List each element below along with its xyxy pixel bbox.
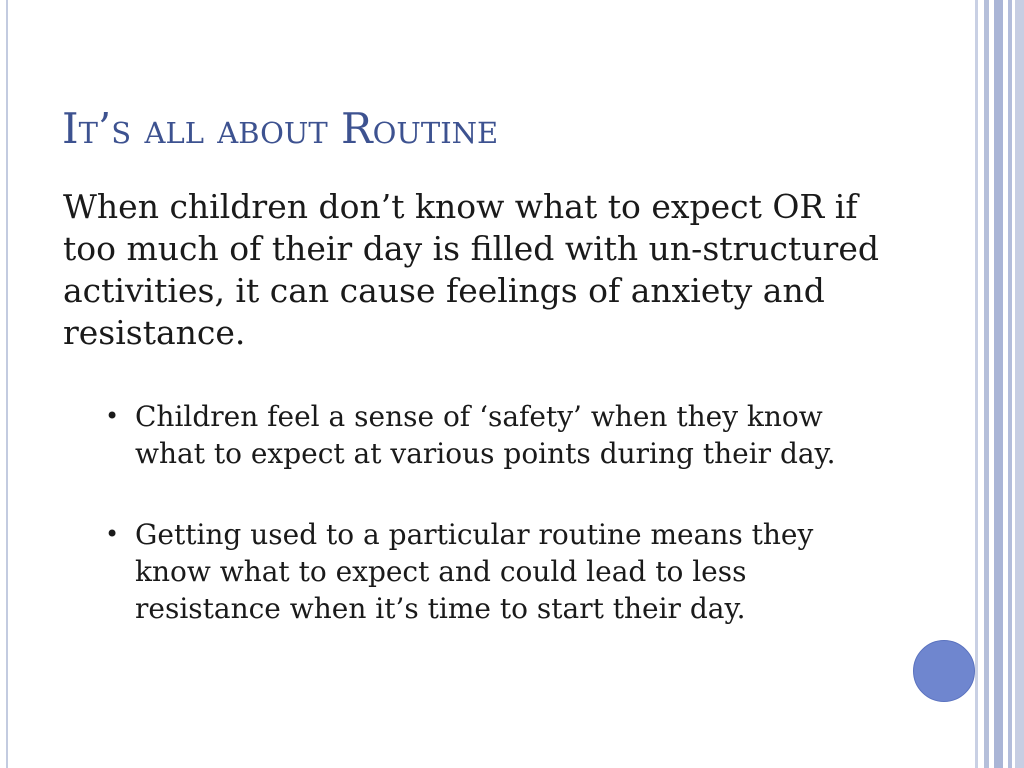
left-border-rule — [6, 0, 8, 768]
bullet-text: Children feel a sense of ‘safety’ when they know what to expect at various points during their day. — [135, 400, 836, 470]
decor-stripe — [994, 0, 1003, 768]
slide-title: It’s all about Routine — [62, 104, 499, 153]
bullet-text: Getting used to a particular routine means they know what to expect and could lead to less resistance when it’s time to start their day. — [135, 518, 814, 625]
list-item — [105, 398, 865, 472]
bullet-icon: • — [105, 402, 120, 430]
decor-circle — [913, 640, 975, 702]
intro-paragraph: When children don’t know what to expect OR if too much of their day is filled with un-structured activities, it can cause feelings of anxiety and resistance. — [63, 187, 879, 352]
list-item — [105, 516, 865, 627]
bullet-icon: • — [105, 520, 120, 548]
decor-stripe — [1008, 0, 1012, 768]
decor-stripe — [1015, 0, 1024, 768]
bullet-list — [105, 398, 865, 671]
decor-stripe — [984, 0, 989, 768]
decor-stripe — [975, 0, 978, 768]
